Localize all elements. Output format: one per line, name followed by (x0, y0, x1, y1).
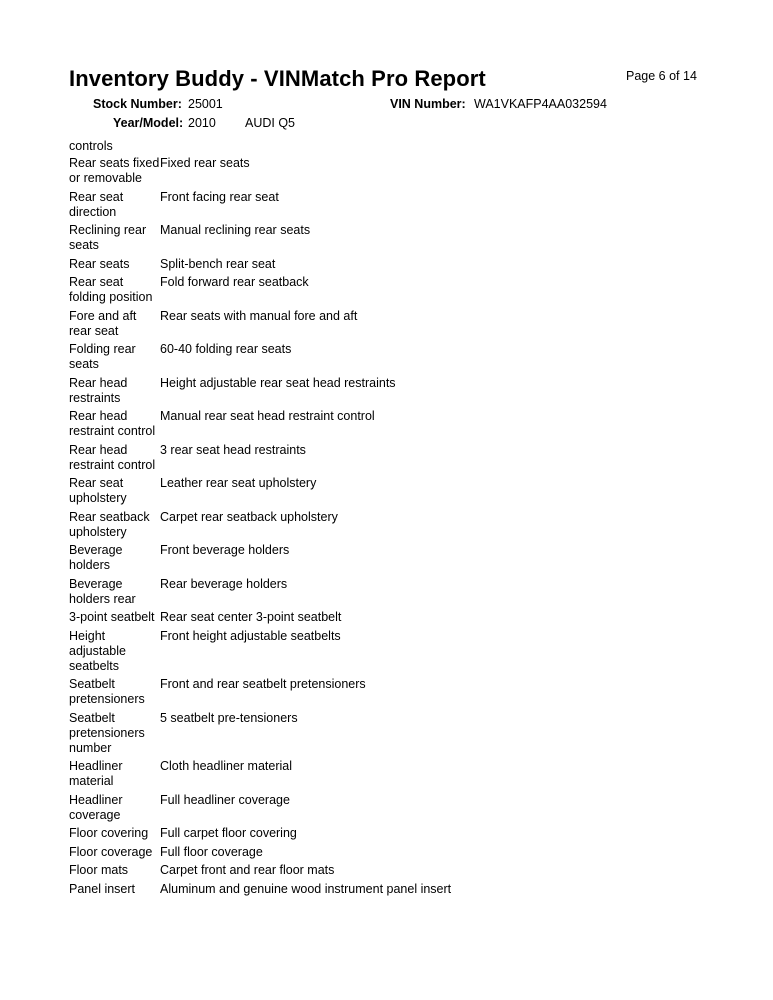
spec-label: Rear seatback upholstery (69, 509, 150, 539)
spec-row (69, 845, 749, 864)
spec-row (69, 711, 749, 760)
spec-value: Leather rear seat upholstery (160, 476, 317, 490)
spec-label: Floor mats (69, 863, 129, 877)
stock-number-label: Stock Number: (93, 97, 182, 111)
spec-value: Manual reclining rear seats (160, 223, 311, 237)
spec-row (69, 863, 749, 882)
spec-value: 3 rear seat head restraints (160, 442, 306, 457)
spec-row (69, 629, 749, 678)
spec-value: Front height adjustable seatbelts (160, 628, 341, 643)
page-number: Page 6 of 14 (626, 69, 697, 83)
spec-label: Rear seat upholstery (69, 476, 127, 505)
spec-value: Manual rear seat head restraint control (160, 409, 375, 423)
spec-label: 3-point seatbelt (69, 610, 155, 624)
spec-label: Seatbelt pretensioners (69, 677, 145, 706)
spec-label: Floor coverage (69, 844, 153, 859)
spec-value: Front and rear seatbelt pretensioners (160, 677, 366, 691)
spec-value: Fixed rear seats (160, 156, 250, 170)
spec-label: Rear head restraints (69, 375, 128, 405)
spec-label: Fore and aft rear seat (69, 308, 137, 338)
report-title: Inventory Buddy - VINMatch Pro Report (69, 66, 486, 91)
spec-row (69, 577, 749, 611)
stock-number-value: 25001 (188, 97, 223, 111)
spec-value: Split-bench rear seat (160, 256, 276, 271)
vin-number-label: VIN Number: (390, 97, 466, 111)
spec-row (69, 759, 749, 793)
spec-value: Front beverage holders (160, 543, 290, 557)
spec-value: Full floor coverage (160, 844, 263, 859)
spec-row (69, 476, 749, 510)
spec-value: Carpet rear seatback upholstery (160, 509, 338, 524)
spec-label: Floor covering (69, 826, 149, 840)
continued-text: controls (69, 139, 113, 153)
spec-row (69, 190, 749, 224)
spec-label: Rear seat folding position (69, 275, 153, 304)
spec-row (69, 309, 749, 343)
spec-value: Cloth headliner material (160, 759, 293, 773)
spec-label: Folding rear seats (69, 342, 136, 371)
spec-label: Panel insert (69, 881, 136, 896)
spec-row (69, 882, 749, 901)
spec-label: Rear seats fixed or removable (69, 156, 160, 185)
spec-label: Height adjustable seatbelts (69, 628, 126, 673)
spec-row (69, 223, 749, 257)
year-value: 2010 (188, 116, 216, 130)
spec-value: Aluminum and genuine wood instrument panel insert (160, 881, 452, 896)
spec-value: Front facing rear seat (160, 189, 279, 204)
spec-value: 60-40 folding rear seats (160, 342, 292, 356)
spec-label: Rear seats (69, 256, 130, 271)
spec-row (69, 677, 749, 711)
spec-label: Headliner coverage (69, 792, 123, 822)
spec-label: Beverage holders rear (69, 576, 136, 606)
spec-row (69, 257, 749, 276)
vin-number-value: WA1VKAFP4AA032594 (474, 97, 607, 111)
spec-label: Headliner material (69, 759, 123, 788)
spec-value: Full headliner coverage (160, 792, 290, 807)
spec-value: Height adjustable rear seat head restraints (160, 375, 396, 390)
spec-value: Rear seat center 3-point seatbelt (160, 610, 342, 624)
spec-row (69, 376, 749, 410)
spec-label: Rear head restraint control (69, 409, 156, 438)
spec-value: Rear beverage holders (160, 576, 288, 591)
spec-row (69, 443, 749, 477)
spec-row (69, 275, 749, 309)
spec-label: Beverage holders (69, 543, 123, 572)
spec-label: Rear seat direction (69, 189, 124, 219)
model-value: AUDI Q5 (245, 116, 296, 130)
spec-row (69, 610, 749, 629)
spec-value: Full carpet floor covering (160, 826, 297, 840)
spec-value: Rear seats with manual fore and aft (160, 308, 358, 323)
spec-label: Seatbelt pretensioners number (69, 710, 145, 755)
spec-value: Fold forward rear seatback (160, 275, 309, 289)
spec-row (69, 543, 749, 577)
spec-list (69, 156, 749, 900)
spec-row (69, 409, 749, 443)
spec-row (69, 793, 749, 827)
spec-value: Carpet front and rear floor mats (160, 863, 335, 877)
spec-value: 5 seatbelt pre-tensioners (160, 710, 298, 725)
year-model-label: Year/Model: (113, 116, 184, 130)
spec-row (69, 826, 749, 845)
spec-row (69, 156, 749, 190)
spec-row (69, 510, 749, 544)
spec-label: Rear head restraint control (69, 442, 156, 472)
spec-label: Reclining rear seats (69, 223, 147, 252)
spec-row (69, 342, 749, 376)
